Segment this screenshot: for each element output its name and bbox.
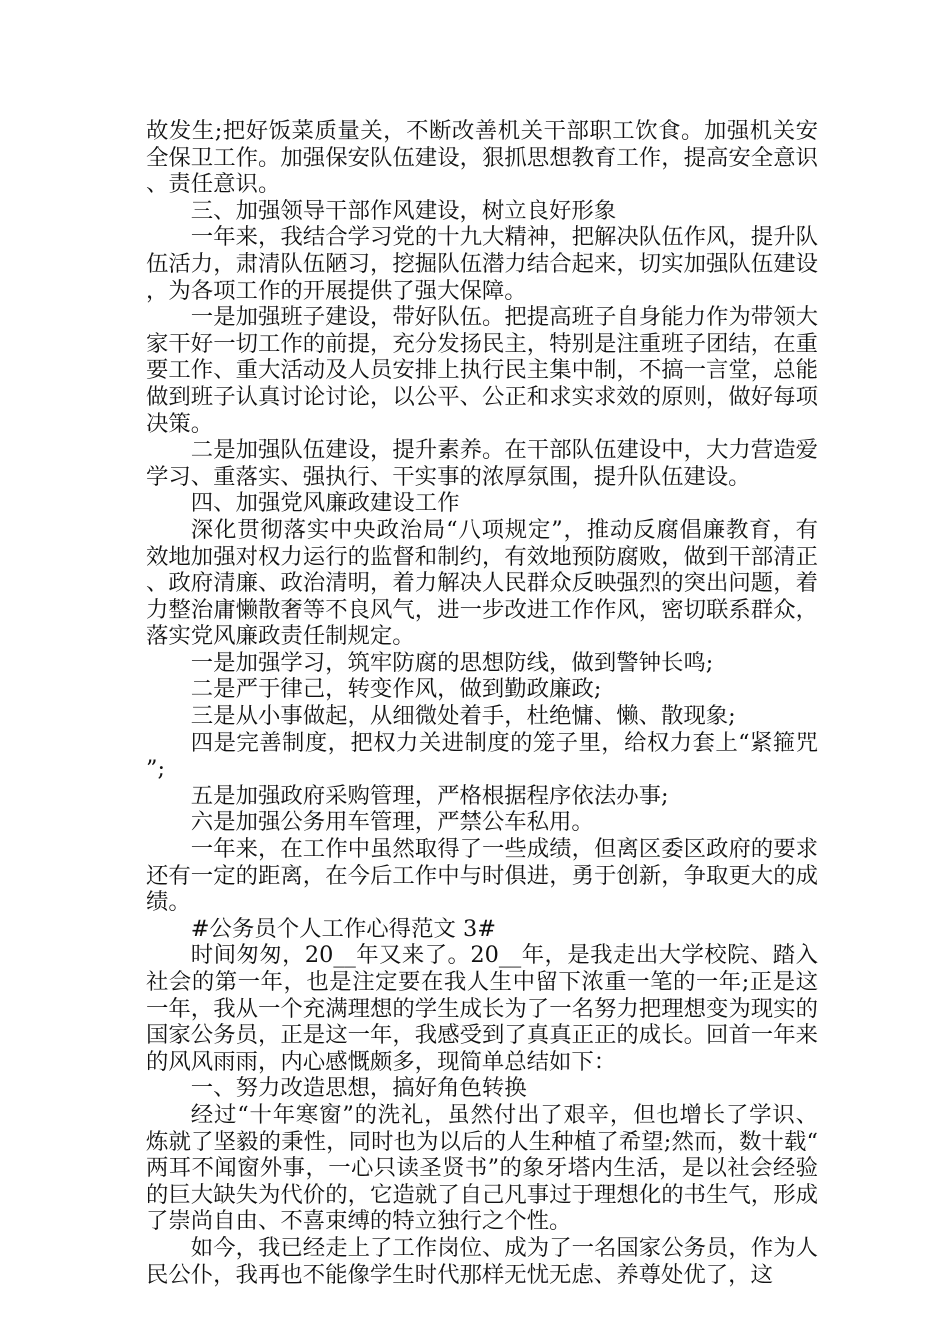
list-item-3: 三是从小事做起，从细微处着手，杜绝慵、懒、散现象; [190, 703, 736, 730]
list-item-4: 四是完善制度，把权力关进制度的笼子里，给权力套上“紧箍咒”; [146, 729, 818, 783]
document-body [146, 118, 818, 1288]
section-heading-1: 一、努力改造思想，搞好角色转换 [190, 1075, 527, 1102]
paragraph-19: 如今，我已经走上了工作岗位、成为了一名国家公务员，作为人民公仆，我再也不能像学生时代那样无忧无虑、养尊处优了，这 [146, 1234, 818, 1288]
paragraph-18: 经过“十年寒窗”的洗礼，虽然付出了艰辛，但也增长了学识、炼就了坚毅的秉性，同时也为以后的人生种植了希望;然而，数十载“两耳不闻窗外事，一心只读圣贤书”的象牙塔内生活，是以社会经验的巨大缺失为代价的，它造就了自己凡事过于理想化的书生气，形成了崇尚自由、不喜束缚的特立独行之个性。 [146, 1101, 818, 1235]
section-heading-4: 四、加强党风廉政建设工作 [190, 490, 460, 517]
paragraph-1: 故发生;把好饭菜质量关，不断改善机关干部职工饮食。加强机关安全保卫工作。加强保安队伍建设，狠抓思想教育工作，提高安全意识、责任意识。 [146, 118, 818, 198]
paragraph-14: 一年来，在工作中虽然取得了一些成绩，但离区委区政府的要求还有一定的距离，在今后工作中与时俱进，勇于创新，争取更大的成绩。 [146, 836, 818, 916]
article-heading: #公务员个人工作心得范文 3# [190, 915, 496, 942]
paragraph-4: 一是加强班子建设，带好队伍。把提高班子自身能力作为带领大家干好一切工作的前提，充分发扬民主，特别是注重班子团结，在重要工作、重大活动及人员安排上执行民主集中制，不搞一言堂，总能做到班子认真讨论讨论，以公平、公正和求实求效的原则，做好每项决策。 [146, 304, 818, 437]
list-item-1: 一是加强学习，筑牢防腐的思想防线，做到警钟长鸣; [190, 649, 714, 676]
list-item-5: 五是加强政府采购管理，严格根据程序依法办事; [190, 782, 669, 809]
paragraph-16: 时间匆匆，20__年又来了。20__年，是我走出大学校院、踏入社会的第一年，也是注定要在我人生中留下浓重一笔的一年;正是这一年，我从一个充满理想的学生成长为了一名努力把理想变为现实的国家公务员，正是这一年，我感受到了真真正正的成长。回首一年来的风风雨雨，内心感慨颇多，现简单总结如下： [146, 942, 818, 1075]
paragraph-5: 二是加强队伍建设，提升素养。在干部队伍建设中，大力营造爱学习、重落实、强执行、干实事的浓厚氛围，提升队伍建设。 [146, 437, 818, 490]
section-heading-3: 三、加强领导干部作风建设，树立良好形象 [190, 197, 617, 224]
paragraph-7: 深化贯彻落实中央政治局“八项规定”，推动反腐倡廉教育，有效地加强对权力运行的监督和制约，有效地预防腐败，做到干部清正、政府清廉、政治清明，着力解决人民群众反映强烈的突出问题，着力整治庸懒散奢等不良风气，进一步改进工作作风，密切联系群众，落实党风廉政责任制规定。 [146, 516, 818, 650]
paragraph-3: 一年来，我结合学习党的十九大精神，把解决队伍作风，提升队伍活力，肃清队伍陋习，挖掘队伍潜力结合起来，切实加强队伍建设，为各项工作的开展提供了强大保障。 [146, 224, 818, 304]
list-item-2: 二是严于律己，转变作风，做到勤政廉政; [190, 676, 602, 703]
list-item-6: 六是加强公务用车管理，严禁公车私用。 [190, 809, 594, 836]
